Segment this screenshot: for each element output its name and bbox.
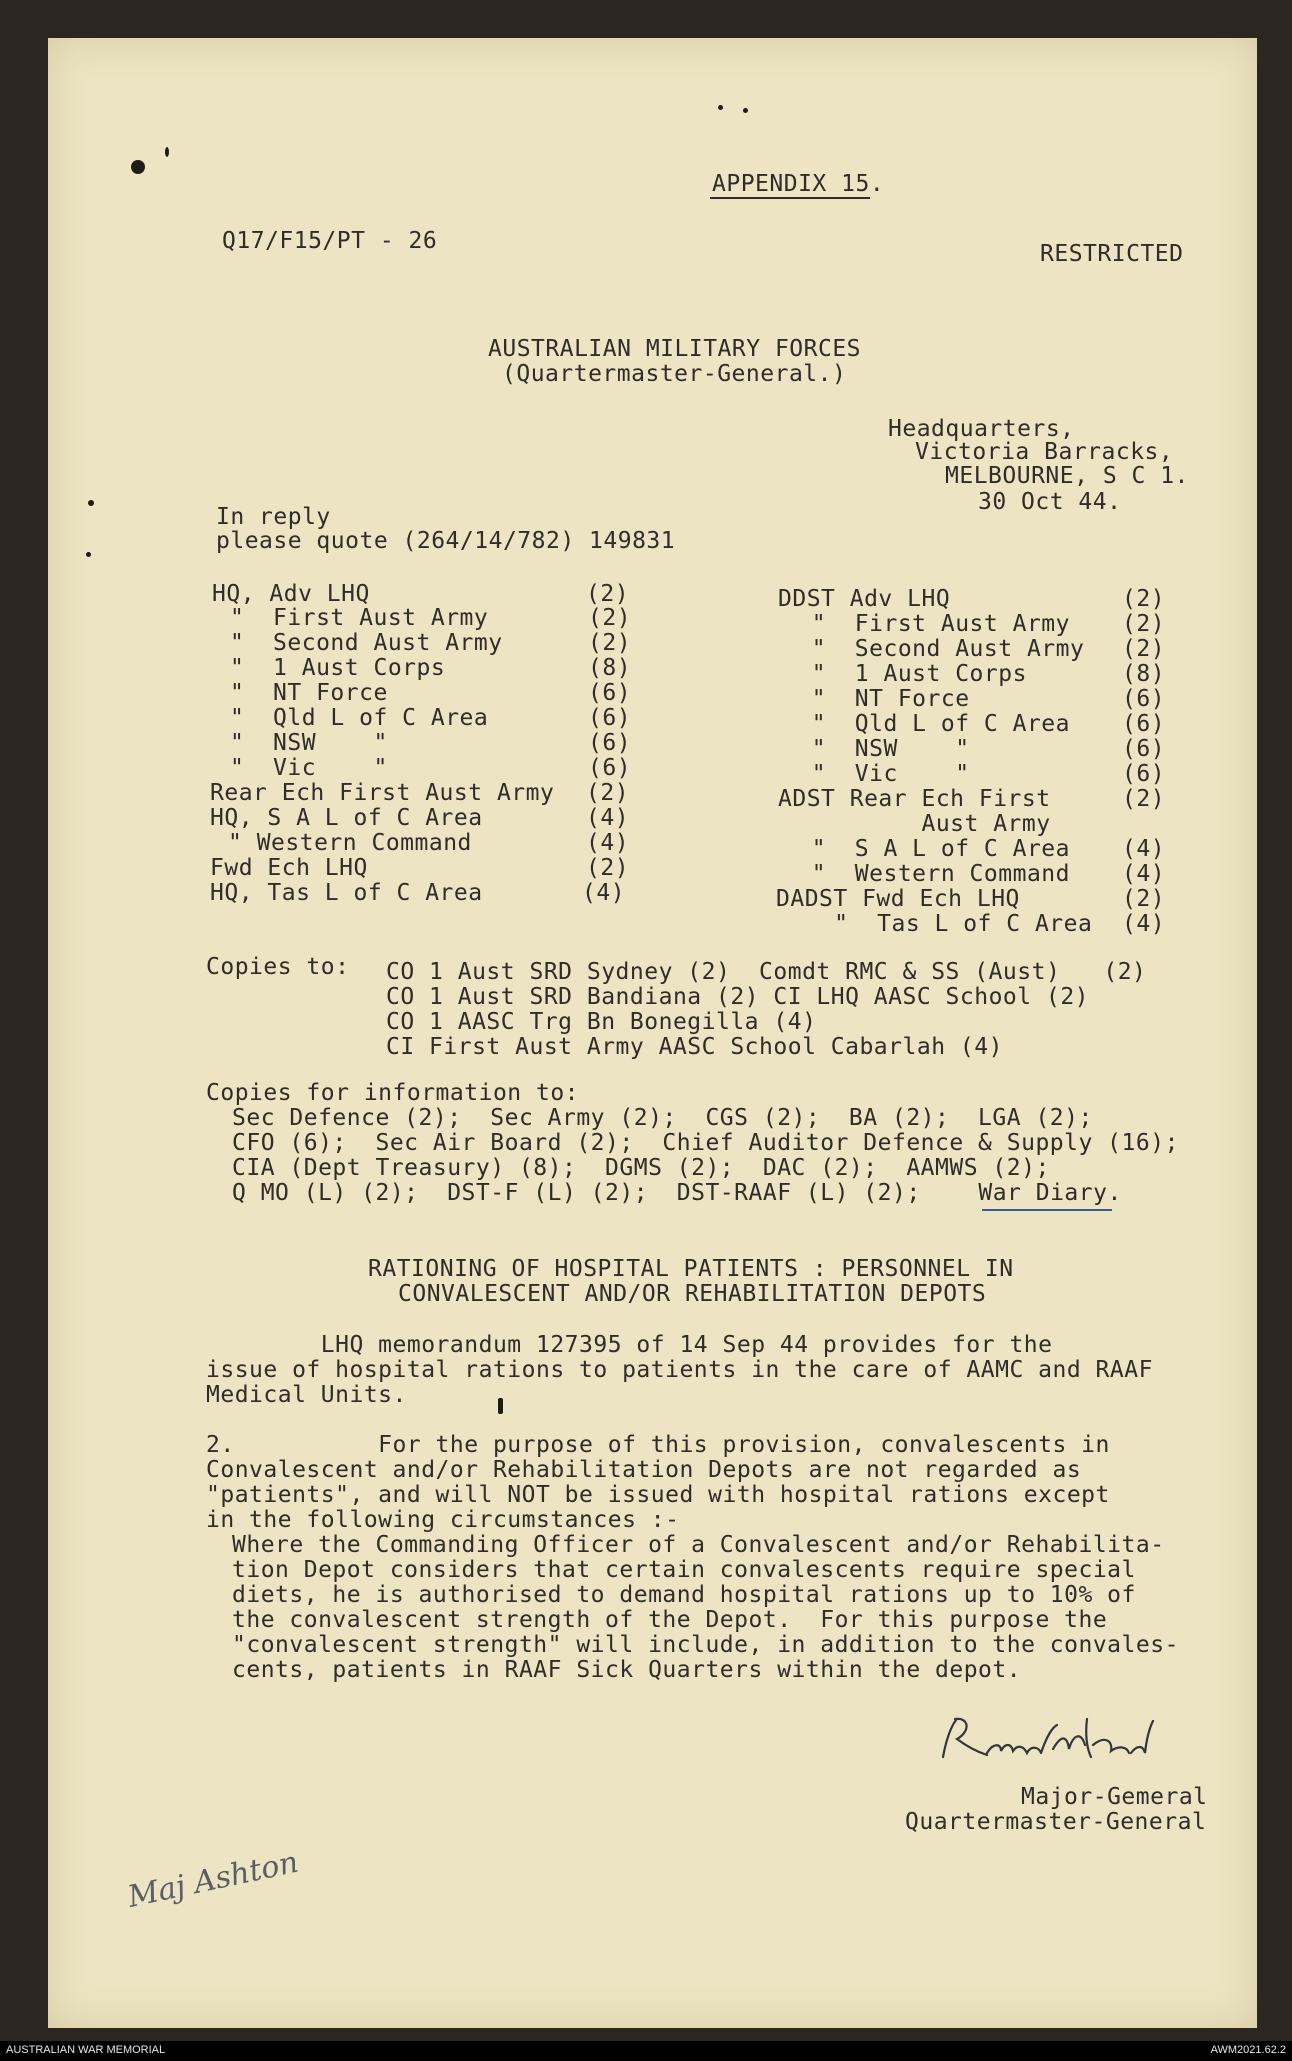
paragraph-1-line: LHQ memorandum 127395 of 14 Sep 44 provides for the xyxy=(206,1332,1053,1358)
list-item-count: (2) xyxy=(586,780,630,806)
list-item-count: (2) xyxy=(1122,586,1166,612)
list-item: ADST Rear Ech First xyxy=(778,786,1051,812)
ink-blot xyxy=(131,160,145,174)
address-line-3: MELBOURNE, S C 1. xyxy=(945,463,1189,489)
appendix-underline xyxy=(710,197,870,199)
copies-info-line: Q MO (L) (2); DST-F (L) (2); DST-RAAF (L) (2); xyxy=(232,1180,921,1206)
list-item-count: (2) xyxy=(1122,611,1166,637)
copies-to-line: CI First Aust Army AASC School Cabarlah (4) xyxy=(386,1034,1003,1060)
list-item: " Western Command xyxy=(228,830,472,856)
paragraph-2-line: in the following circumstances :- xyxy=(206,1507,680,1533)
copies-to-label: Copies to: xyxy=(206,954,350,980)
copies-to-line: CO 1 AASC Trg Bn Bonegilla (4) xyxy=(386,1009,817,1035)
list-item-count: (8) xyxy=(588,655,632,681)
list-item: " Qld L of C Area xyxy=(230,705,489,731)
ink-dot xyxy=(743,108,748,113)
list-item: DADST Fwd Ech LHQ xyxy=(776,886,1020,912)
handwritten-note: Maj Ashton xyxy=(124,1844,302,1915)
paragraph-1-line: issue of hospital rations to patients in the care of AAMC and RAAF xyxy=(206,1357,1153,1383)
signatory-rank: Major-Gemeral xyxy=(1021,1784,1208,1810)
list-item-count: (4) xyxy=(1122,911,1166,937)
list-item-count: (6) xyxy=(588,730,632,756)
list-item-count: (2) xyxy=(588,630,632,656)
list-item: " NT Force xyxy=(740,686,970,712)
paragraph-2-line: "patients", and will NOT be issued with hospital rations except xyxy=(206,1482,1110,1508)
subject-line-1: RATIONING OF HOSPITAL PATIENTS : PERSONNEL IN xyxy=(368,1256,1014,1282)
list-item: " 1 Aust Corps xyxy=(740,661,1027,687)
appendix-label: APPENDIX 15. xyxy=(712,171,885,197)
list-item: " First Aust Army xyxy=(740,611,1070,637)
paragraph-2-line: Convalescent and/or Rehabilitation Depots are not regarded as xyxy=(206,1457,1082,1483)
list-item-count: (2) xyxy=(588,605,632,631)
list-item-count: (2) xyxy=(1122,636,1166,662)
list-item-count: (6) xyxy=(1122,761,1166,787)
list-item-count: (4) xyxy=(582,880,626,906)
footer-right-text: AWM2021.62.2 xyxy=(1210,2044,1286,2056)
list-item: HQ, Adv LHQ xyxy=(212,581,370,607)
list-item: HQ, S A L of C Area xyxy=(210,805,483,831)
list-item: " Second Aust Army xyxy=(230,630,503,656)
paragraph-2-indent-line: tion Depot considers that certain convalescents require special xyxy=(232,1557,1136,1583)
list-item-count: (4) xyxy=(586,805,630,831)
list-item: DDST Adv LHQ xyxy=(778,586,951,612)
list-item-count: (2) xyxy=(1122,786,1166,812)
reply-line-2: please quote (264/14/782) 149831 xyxy=(216,528,676,554)
signatory-title: Quartermaster-General xyxy=(905,1809,1207,1835)
list-item: " First Aust Army xyxy=(230,605,489,631)
footer-bar xyxy=(0,2041,1292,2061)
list-item: " 1 Aust Corps xyxy=(230,655,446,681)
list-item-count: (6) xyxy=(1122,686,1166,712)
signature xyxy=(935,1705,1195,1775)
list-item: " Vic " xyxy=(740,761,970,787)
ink-dot xyxy=(718,105,723,110)
paragraph-2-line: 2. For the purpose of this provision, convalescents in xyxy=(206,1432,1110,1458)
list-item-count: (2) xyxy=(1122,886,1166,912)
copies-to-line: CO 1 Aust SRD Bandiana (2) CI LHQ AASC School (2) xyxy=(386,984,1090,1010)
list-item-count: (2) xyxy=(586,581,630,607)
paragraph-2-indent-line: Where the Commanding Officer of a Convalescent and/or Rehabilita- xyxy=(232,1532,1165,1558)
paragraph-2-indent-line: diets, he is authorised to demand hospital rations up to 10% of xyxy=(232,1582,1136,1608)
list-item-count: (8) xyxy=(1122,661,1166,687)
list-item: " NT Force xyxy=(230,680,388,706)
copies-to-line: CO 1 Aust SRD Sydney (2) Comdt RMC & SS (Aust) (2) xyxy=(386,959,1147,985)
list-item: HQ, Tas L of C Area xyxy=(210,880,483,906)
list-item: " Second Aust Army xyxy=(740,636,1085,662)
copies-info-line: Sec Defence (2); Sec Army (2); CGS (2); BA (2); LGA (2); xyxy=(232,1105,1093,1131)
ink-dot xyxy=(88,500,94,506)
ink-dot xyxy=(86,552,91,557)
list-item-count: (2) xyxy=(586,855,630,881)
paragraph-1-line: Medical Units. xyxy=(206,1382,407,1408)
heading-line-2: (Quartermaster-General.) xyxy=(502,361,847,387)
war-diary-entry: War Diary. xyxy=(964,1180,1122,1206)
list-item-count: (4) xyxy=(1122,836,1166,862)
list-item-count: (4) xyxy=(586,830,630,856)
list-item: " NSW " xyxy=(740,736,970,762)
ink-dot xyxy=(165,147,169,157)
paragraph-2-indent-line: the convalescent strength of the Depot. For this purpose the xyxy=(232,1607,1108,1633)
list-item: Fwd Ech LHQ xyxy=(210,855,368,881)
war-diary-underline xyxy=(982,1209,1112,1211)
heading-line-1: AUSTRALIAN MILITARY FORCES xyxy=(488,336,862,362)
list-item: " Tas L of C Area xyxy=(748,911,1093,937)
paragraph-2-indent-line: "convalescent strength" will include, in addition to the convales- xyxy=(232,1632,1179,1658)
list-item: " Vic " xyxy=(230,755,388,781)
list-item-count: (6) xyxy=(1122,736,1166,762)
ink-tick xyxy=(498,1398,503,1414)
address-line-1: Headquarters, xyxy=(888,416,1075,442)
classification: RESTRICTED xyxy=(1040,241,1184,267)
footer-left-text: AUSTRALIAN WAR MEMORIAL xyxy=(6,2044,166,2056)
copies-info-line: CFO (6); Sec Air Board (2); Chief Auditor Defence & Supply (16); xyxy=(232,1130,1179,1156)
list-item-count: (6) xyxy=(588,705,632,731)
subject-line-2: CONVALESCENT AND/OR REHABILITATION DEPOTS xyxy=(398,1281,987,1307)
list-item: Aust Army xyxy=(778,811,1051,837)
file-reference: Q17/F15/PT - 26 xyxy=(222,228,438,254)
list-item: " S A L of C Area xyxy=(740,836,1070,862)
copies-info-line: CIA (Dept Treasury) (8); DGMS (2); DAC (2); AAMWS (2); xyxy=(232,1155,1050,1181)
list-item-count: (6) xyxy=(588,755,632,781)
list-item-count: (6) xyxy=(1122,711,1166,737)
list-item: " NSW " xyxy=(230,730,388,756)
list-item: " Western Command xyxy=(740,861,1070,887)
paragraph-2-indent-line: cents, patients in RAAF Sick Quarters within the depot. xyxy=(232,1657,1022,1683)
list-item: " Qld L of C Area xyxy=(740,711,1070,737)
document-date: 30 Oct 44. xyxy=(978,489,1122,515)
address-line-2: Victoria Barracks, xyxy=(915,439,1174,465)
reply-line-1: In reply xyxy=(216,504,331,530)
copies-info-label: Copies for information to: xyxy=(206,1080,580,1106)
list-item-count: (6) xyxy=(588,680,632,706)
list-item-count: (4) xyxy=(1122,861,1166,887)
list-item: Rear Ech First Aust Army xyxy=(210,780,555,806)
